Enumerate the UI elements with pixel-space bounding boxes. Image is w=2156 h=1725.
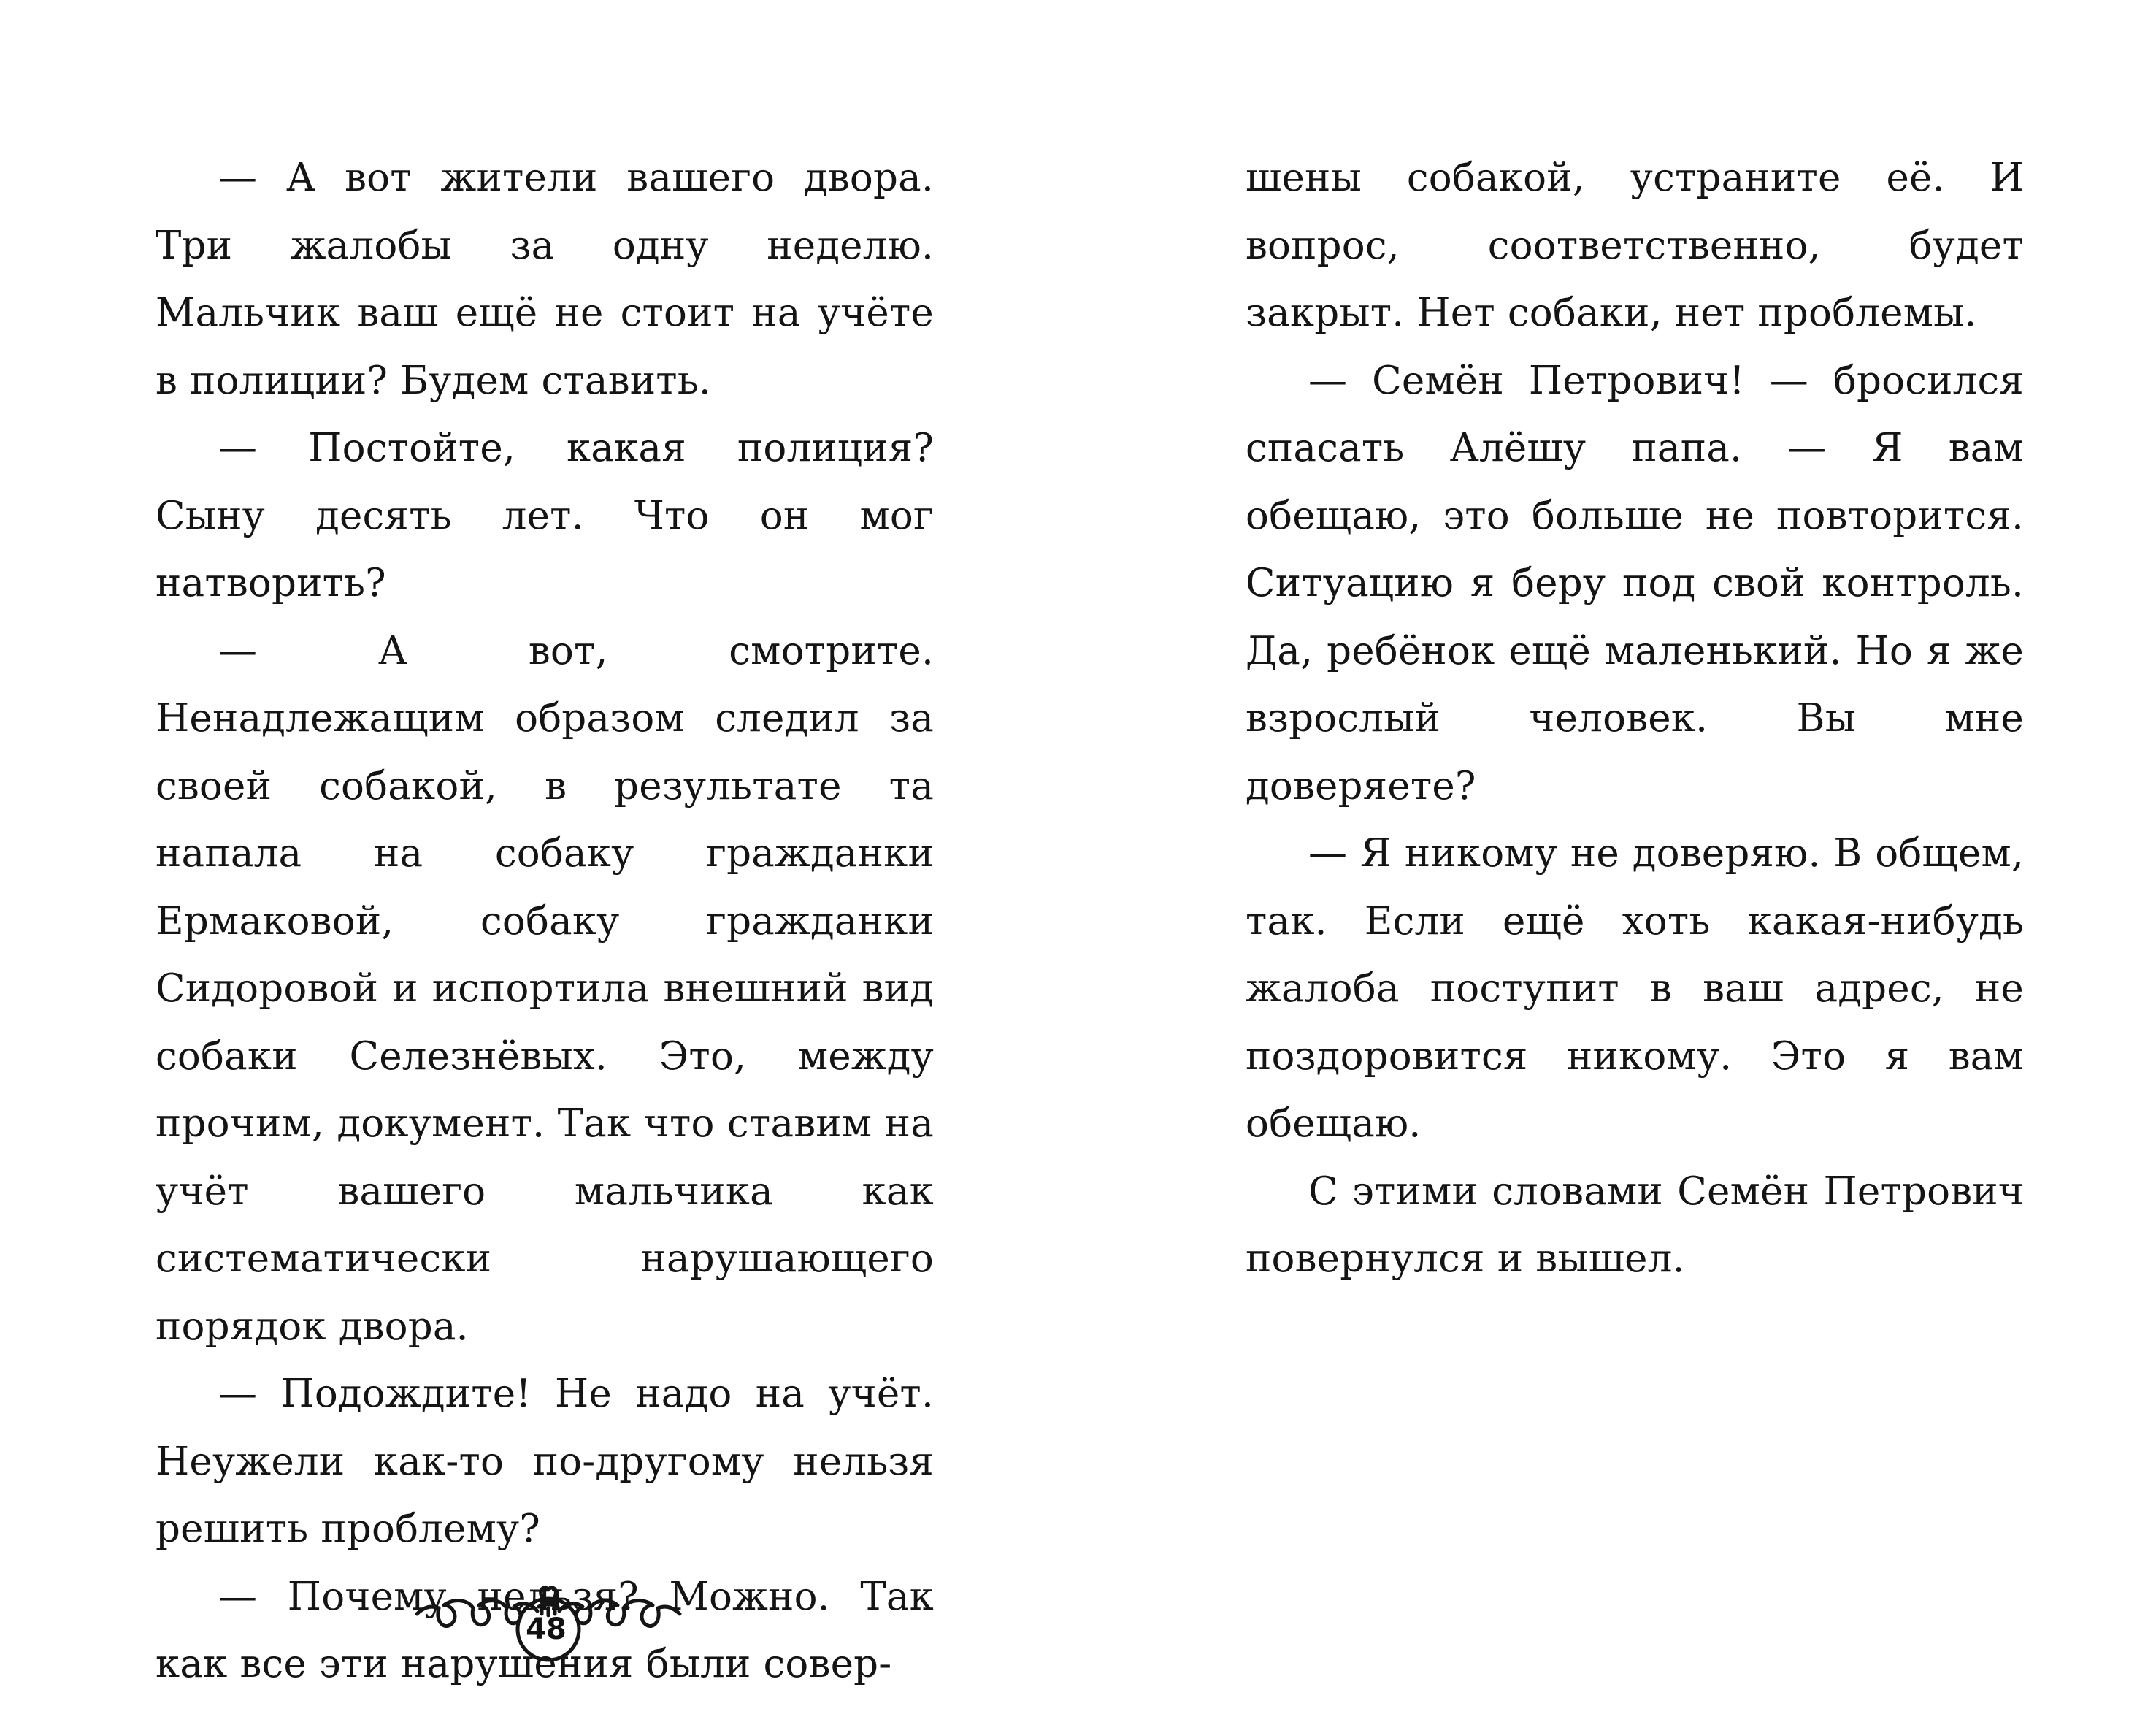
paragraph: — Подождите! Не надо на учёт. Неужели как-то по-другому нельзя решить проблему?: [156, 1372, 934, 1551]
paragraph: — Я никому не доверяю. В общем, так. Если ещё хоть какая-нибудь жалоба поступит в ваш адрес, не поздоровится никому. Это я вам обещаю.: [1246, 831, 2024, 1146]
paragraph: С этими словами Семён Петрович повернулся и вышел.: [1246, 1169, 2024, 1281]
page-number: 48: [526, 1613, 567, 1646]
paragraph-continuation: шены собакой, устраните её. И вопрос, соответственно, будет закрыт. Нет собаки, нет проблемы.: [1246, 156, 2024, 335]
paragraph: — Почему нельзя? Можно. Так как все эти нарушения были совер-: [156, 1574, 934, 1686]
paragraph: — Семён Петрович! — бросился спасать Алёшу папа. — Я вам обещаю, это больше не повторится. Ситуацию я беру под свой контроль. Да, ребёнок ещё маленький. Но я же взрослый человек. Вы мне доверяете?: [1246, 358, 2024, 808]
paragraph: — А вот жители вашего двора. Три жалобы за одну неделю. Мальчик ваш ещё не стоит на учёте в полиции? Будем ставить.: [156, 156, 934, 403]
left-page: [156, 145, 934, 1699]
right-page: [1246, 145, 2024, 1293]
paragraph: — А вот, смотрите. Ненадлежащим образом следил за своей собакой, в результате та напала на собаку гражданки Ермаковой, собаку гражданки Сидоровой и испортила внешний вид собаки Селезнёвых. Это, между прочим, документ. Так что ставим на учёт вашего мальчика как систематически нарушающего порядок двора.: [156, 628, 934, 1349]
paragraph: — Постойте, какая полиция? Сыну десять лет. Что он мог натворить?: [156, 426, 934, 605]
